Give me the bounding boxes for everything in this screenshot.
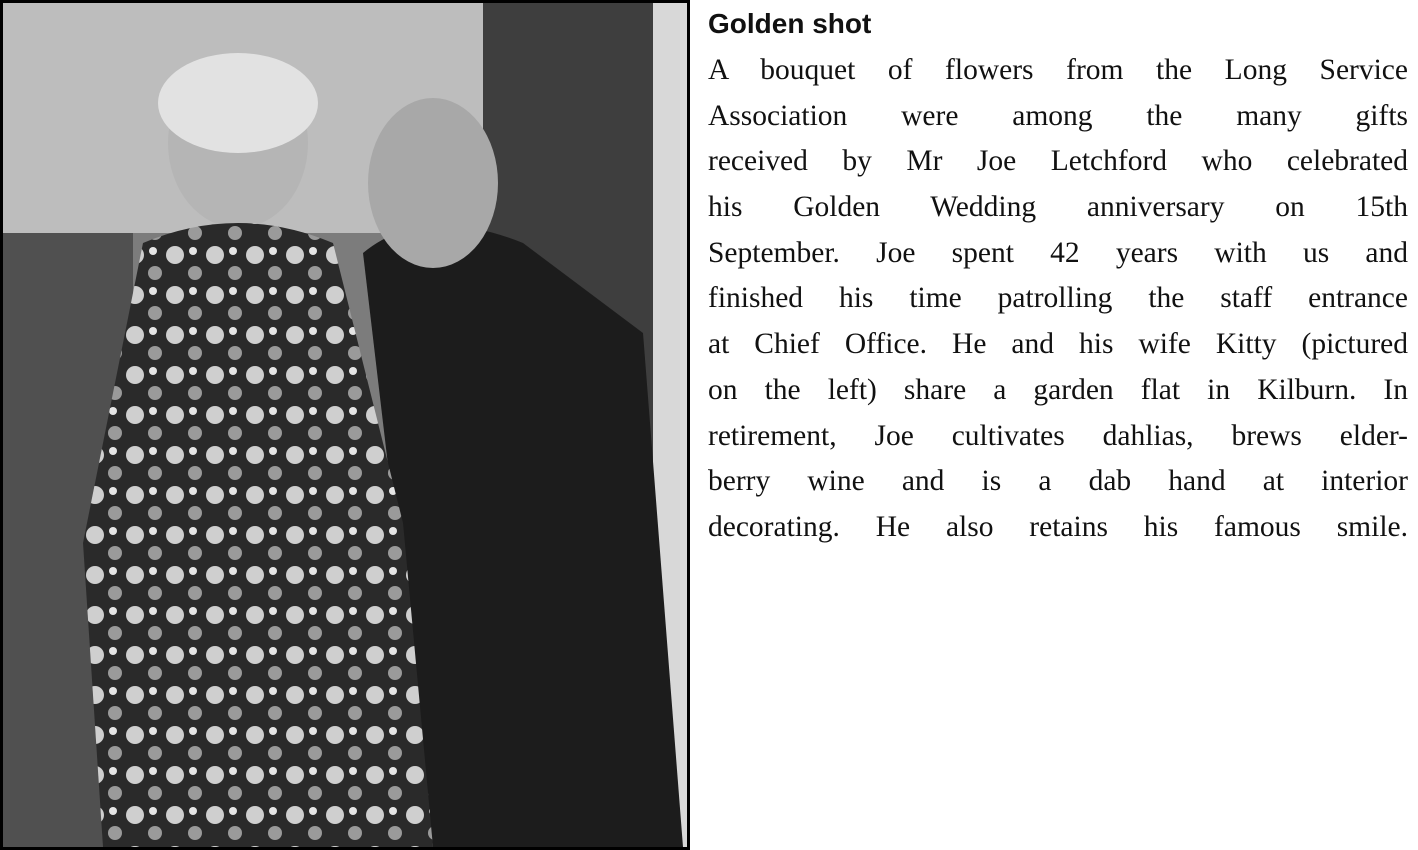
- body-line: Association were among the many gifts: [708, 99, 1408, 132]
- article: [708, 0, 1408, 551]
- body-line: on the left) share a garden flat in Kilburn. In: [708, 373, 1408, 406]
- body-line: decorating. He also retains his famous smile.: [708, 510, 1408, 543]
- body-line: A bouquet of flowers from the Long Service: [708, 54, 1408, 86]
- body-line: his Golden Wedding anniversary on 15th: [708, 191, 1408, 224]
- body-line: September. Joe spent 42 years with us and: [708, 236, 1408, 269]
- headline: Golden shot: [708, 8, 872, 39]
- body-line: received by Mr Joe Letchford who celebrated: [708, 145, 1408, 178]
- article-body: [708, 48, 1408, 551]
- couple-photo: [0, 0, 690, 850]
- body-line: berry wine and is a dab hand at interior: [708, 465, 1408, 498]
- body-line: finished his time patrolling the staff entrance: [708, 282, 1408, 315]
- body-line: retirement, Joe cultivates dahlias, brews elder-: [708, 419, 1408, 452]
- body-line: at Chief Office. He and his wife Kitty (pictured: [708, 328, 1408, 361]
